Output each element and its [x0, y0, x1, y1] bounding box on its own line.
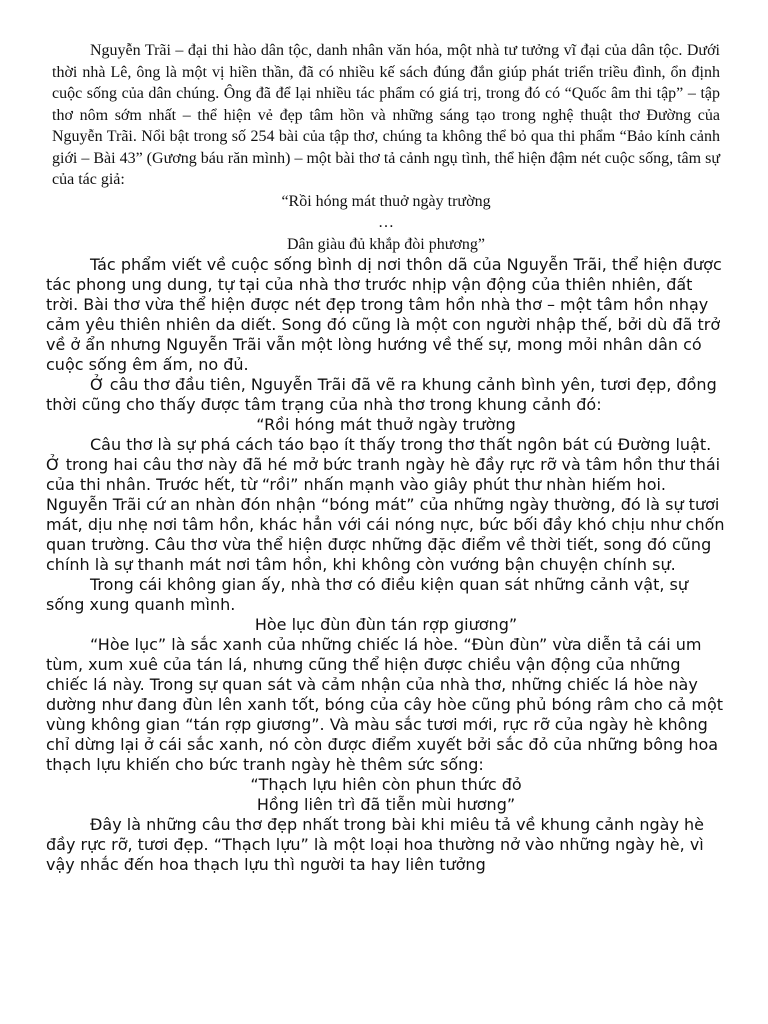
body-paragraph-6: Đây là những câu thơ đẹp nhất trong bài khi miêu tả về khung cảnh ngày hè đầy rực rỡ, tươi đẹp. “Thạch lựu” là một loại hoa thường nở vào những ngày hè, vì vậy nhắc đến hoa thạch lựu thì người ta hay liên tưởng	[46, 815, 705, 874]
quote-verse-2: Hòe lục đùn đùn tán rợp giương”	[254, 615, 518, 634]
quote-verse-3b: Hồng liên trì đã tiễn mùi hương”	[256, 795, 516, 814]
body-paragraph-5: “Hòe lục” là sắc xanh của những chiếc lá hòe. “Đùn đùn” vừa diễn tả cái um tùm, xum xuê của tán lá, nhưng cũng thể hiện được chiều vận động của những chiếc lá này. Trong sự quan sát và cảm nhận của nhà thơ, những chiếc lá hòe này dường như đang đùn lên xanh tốt, bóng của cây hòe cũng phủ bóng râm cho cả một vùng không gian “tán rợp giương”. Và màu sắc tươi mới, rực rỡ của ngày hè không chỉ dừng lại ở cái sắc xanh, nó còn được điểm xuyết bởi sắc đỏ của những bông hoa thạch lựu khiến cho bức tranh ngày hè thêm sức sống:	[46, 635, 724, 774]
body-paragraph-2: Ở câu thơ đầu tiên, Nguyễn Trãi đã vẽ ra khung cảnh bình yên, tươi đẹp, đồng thời cũng cho thấy được tâm trạng của nhà thơ trong khung cảnh đó:	[46, 375, 717, 414]
intro-section	[52, 40, 720, 255]
intro-verse-last: Dân giàu đủ khắp đòi phương”	[287, 235, 485, 253]
body-paragraph-4: Trong cái không gian ấy, nhà thơ có điều kiện quan sát những cảnh vật, sự sống xung quanh mình.	[46, 575, 688, 614]
intro-ellipsis: …	[378, 214, 394, 231]
intro-verse-first: “Rồi hóng mát thuở ngày trường	[281, 192, 491, 210]
body-paragraph-1: Tác phẩm viết về cuộc sống bình dị nơi thôn dã của Nguyễn Trãi, thể hiện được tác phong ung dung, tự tại của nhà thơ trước nhịp vận động của thiên nhiên, đất trời. Bài thơ vừa thể hiện được nét đẹp trong tâm hồn nhà thơ – một tâm hồn nhạy cảm yêu thiên nhiên da diết. Song đó cũng là một con người nhập thế, bởi dù đã trở về ở ẩn nhưng Nguyễn Trãi vẫn một lòng hướng về thế sự, mong mỏi nhân dân có cuộc sống êm ấm, no đủ.	[46, 255, 722, 374]
body-paragraph-3: Câu thơ là sự phá cách táo bạo ít thấy trong thơ thất ngôn bát cú Đường luật. Ở trong hai câu thơ này đã hé mở bức tranh ngày hè đầy rực rỡ và tâm hồn thư thái của thi nhân. Trước hết, từ “rồi” nhấn mạnh vào giây phút thư nhàn hiếm hoi. Nguyễn Trãi cứ an nhàn đón nhận “bóng mát” của những ngày thường, đó là sự tươi mát, dịu nhẹ nơi tâm hồn, khác hẳn với cái nóng nực, bức bối đầy khó chịu như chốn quan trường. Câu thơ vừa thể hiện được những đặc điểm về thời tiết, song đó cũng chính là sự thanh mát nơi tâm hồn, khi không còn vướng bận chuyện chính sự.	[46, 435, 725, 574]
body-section	[46, 255, 726, 875]
intro-paragraph: Nguyễn Trãi – đại thi hào dân tộc, danh nhân văn hóa, một nhà tư tưởng vĩ đại của dân tộc. Dưới thời nhà Lê, ông là một vị hiền thần, đã có nhiều kế sách đúng đắn giúp phát triển triều đình, ổn định cuộc sống của dân chúng. Ông đã để lại nhiều tác phẩm có giá trị, trong đó có “Quốc âm thi tập” – tập thơ nôm sớm nhất – thể hiện vẻ đẹp tâm hồn và những sáng tạo trong nghệ thuật thơ Đường của Nguyễn Trãi. Nổi bật trong số 254 bài của tập thơ, chúng ta không thể bỏ qua thi phẩm “Bảo kính cảnh giới – Bài 43” (Gương báu răn mình) – một bài thơ tả cảnh ngụ tình, thể hiện đậm nét cuộc sống, tâm sự của tác giả:	[52, 42, 720, 188]
quote-verse-1: “Rồi hóng mát thuở ngày trường	[256, 415, 516, 434]
quote-verse-3a: “Thạch lựu hiên còn phun thức đỏ	[250, 775, 522, 794]
